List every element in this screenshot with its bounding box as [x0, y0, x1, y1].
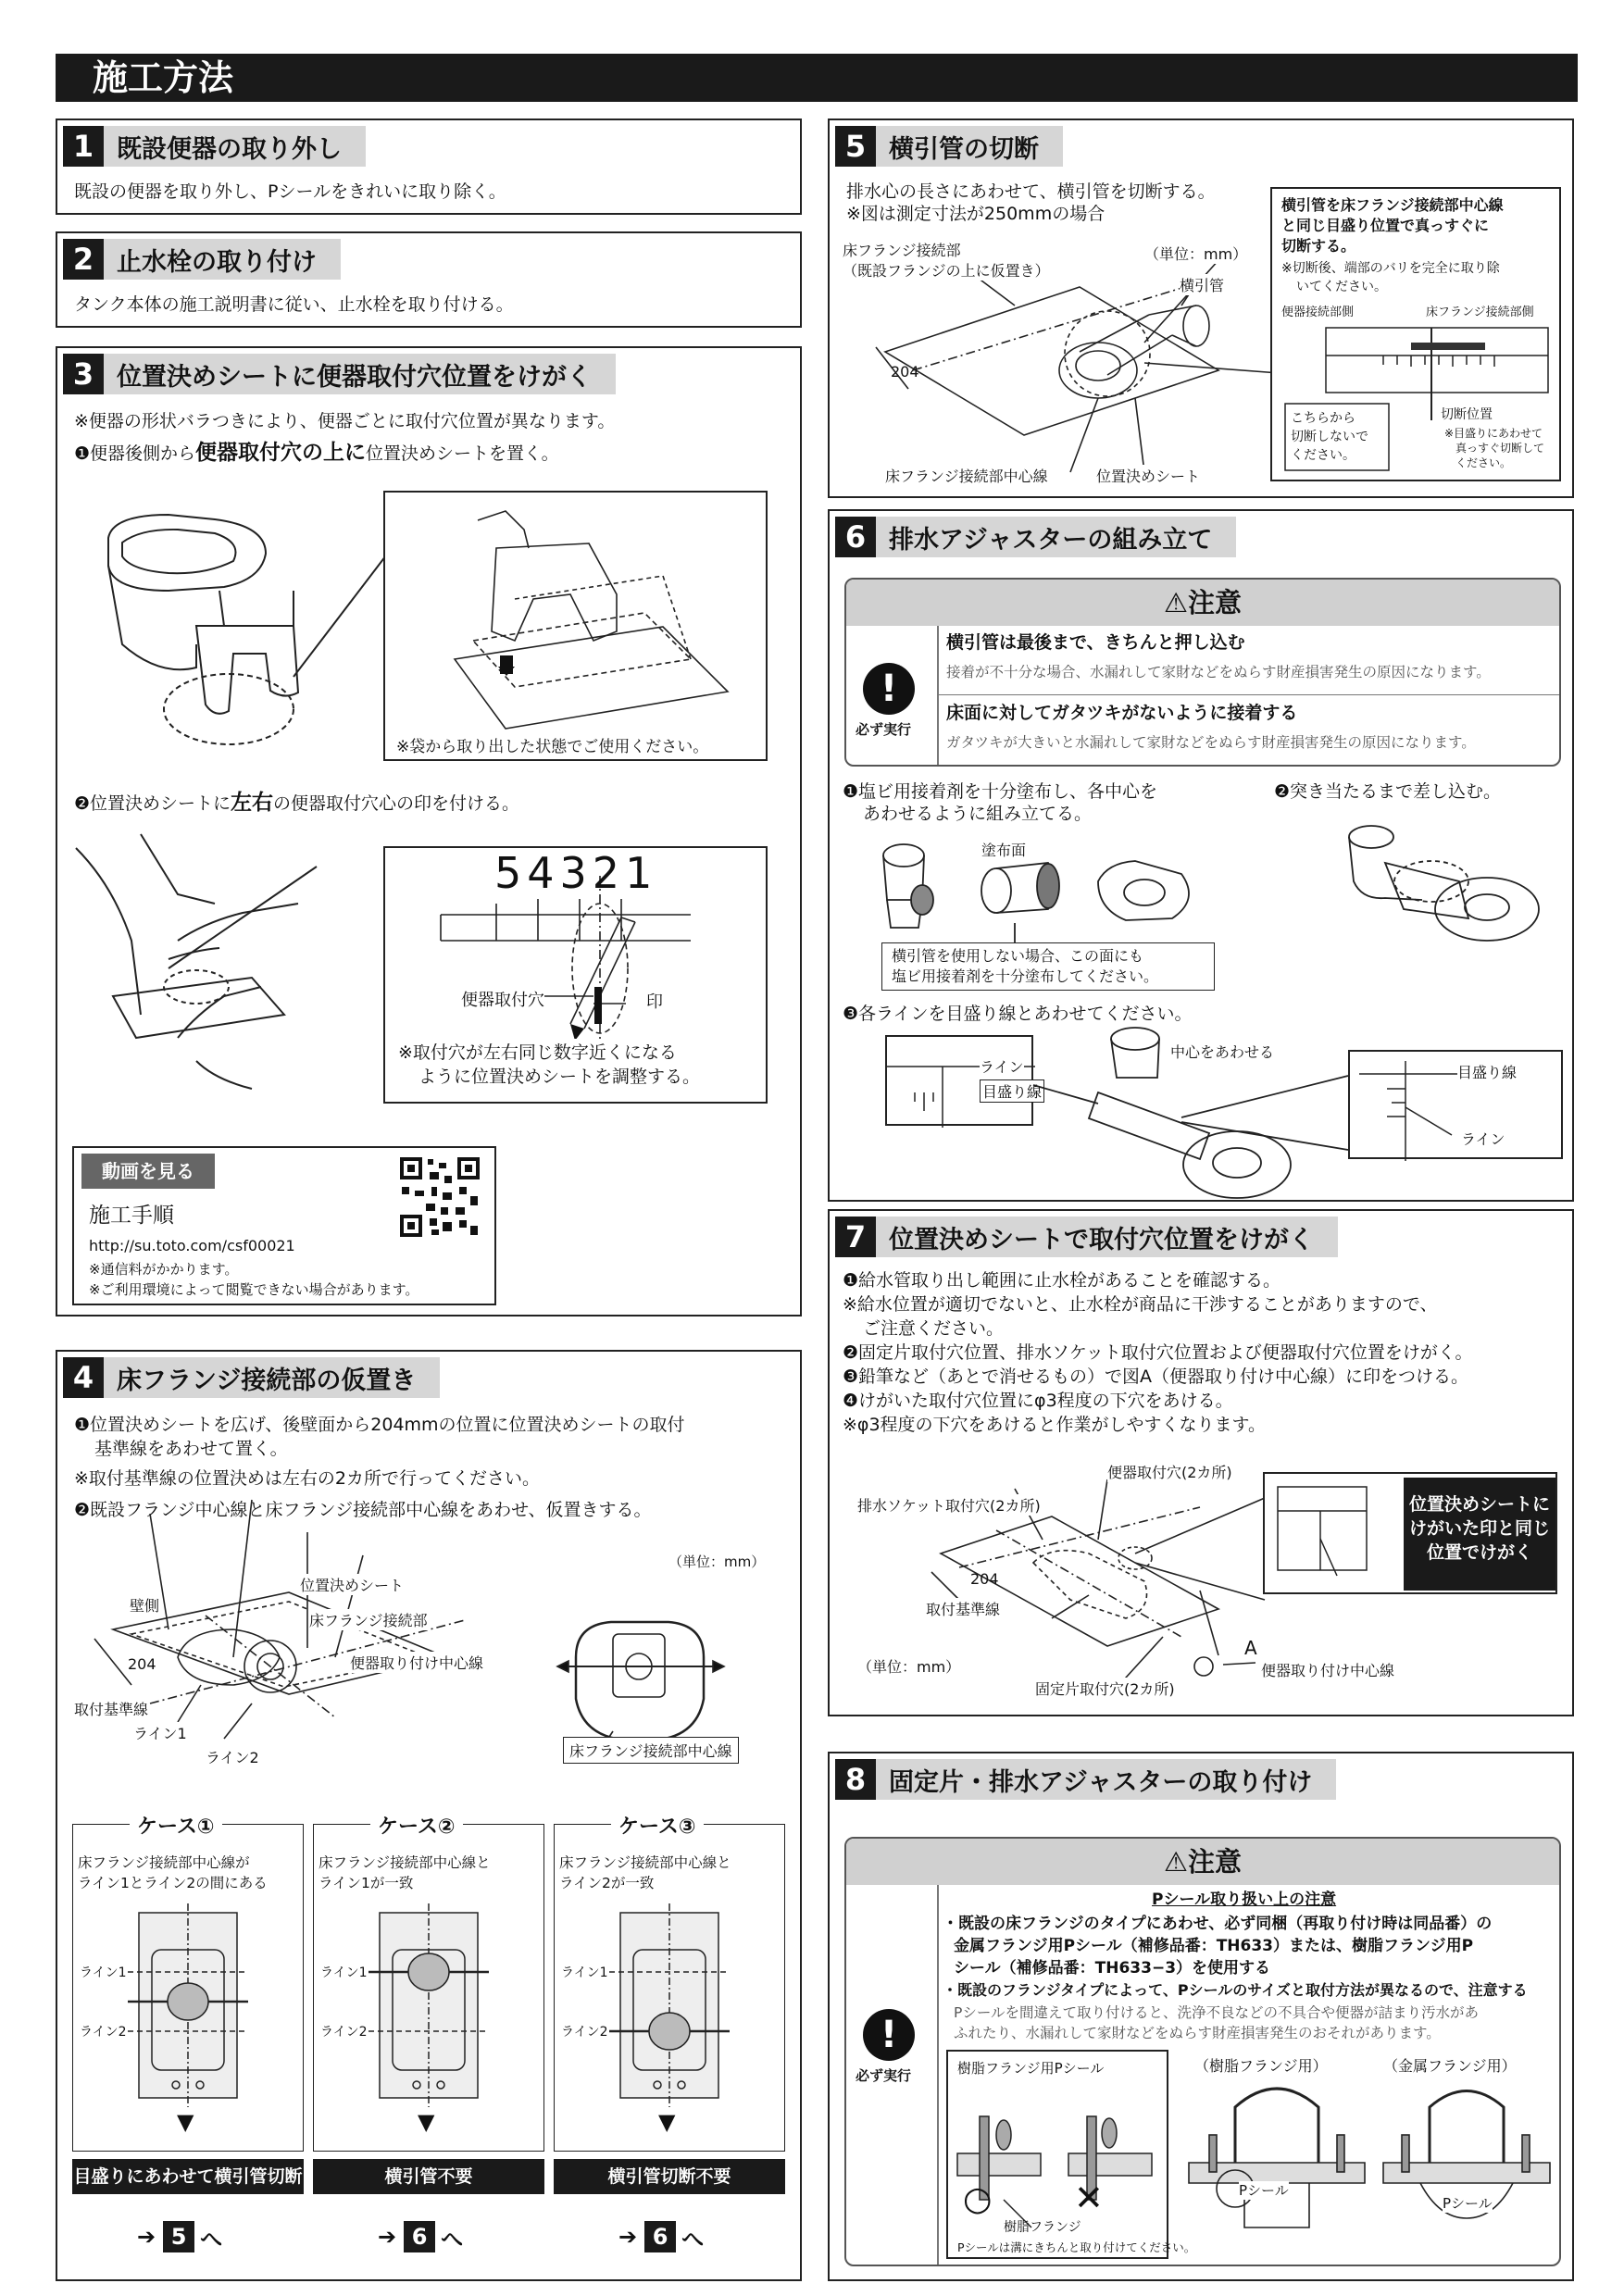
section-header: [63, 239, 341, 280]
case-card: [313, 1811, 544, 2266]
video-url[interactable]: http://su.toto.com/csf00021: [89, 1237, 295, 1254]
label-base: 取付基準線: [926, 1598, 1000, 1619]
page-title: 施工方法: [56, 54, 1578, 102]
video-button[interactable]: 動画を見る: [81, 1154, 215, 1189]
adjust-note-2: ように位置決めシートを調整する。: [418, 1063, 700, 1088]
section-4: [56, 1350, 802, 2281]
side-right: 床フランジ接続部側: [1426, 306, 1534, 319]
step-number: 6: [835, 517, 876, 557]
arrow-right-icon: ➔: [378, 2224, 397, 2250]
unit-label: （単位：mm）: [668, 1554, 766, 1570]
cut-note-3: ください。: [1455, 456, 1512, 469]
hole-label: 便器取付穴: [461, 987, 544, 1011]
section-title: 横引管の切断: [889, 134, 1039, 164]
bullet-2-detail-2: ふれたり、水漏れして家財などをぬらす財産損害発生のおそれがあります。: [954, 2025, 1441, 2041]
case-result: 目盛りにあわせて横引管切断: [72, 2159, 304, 2194]
warning-2-detail: ガタツキが大きいと水漏れして家財などをぬらす財産損害発生の原因になります。: [946, 734, 1476, 751]
section-6: [828, 509, 1574, 1202]
warning-1: 横引管は最後まで、きちんと押し込む: [946, 632, 1245, 653]
down-arrow-icon: ▼: [658, 2109, 676, 2135]
step-line-3: ご注意ください。: [863, 1318, 1005, 1339]
step-1-line-1: ❶位置決めシートを広げ、後壁面から204mmの位置に位置決めシートの取付: [74, 1415, 685, 1435]
goto-step-suffix: へ: [441, 2226, 464, 2252]
case-title: ケース③: [611, 1811, 704, 1840]
section-header: [835, 1759, 1336, 1800]
callout-line-2: けがいた印と同じ: [1408, 1518, 1550, 1539]
goto-step-suffix: へ: [681, 2226, 705, 2252]
coat-note-2: 塩ビ用接着剤を十分塗布してください。: [892, 967, 1159, 985]
cut-note-1: ※目盛りにあわせて: [1444, 427, 1543, 440]
bullet-2-detail-1: Pシールを間違えて取り付けると、洗浄不良などの不具合や便器が詰まり汚水があ: [954, 2004, 1480, 2021]
scale-label: 目盛り線: [980, 1079, 1044, 1103]
step-1-line-2: あわせるように組み立てる。: [863, 804, 1093, 824]
step-line-1: ❶給水管取り出し範囲に止水栓があることを確認する。: [843, 1270, 1281, 1291]
arrow-right-icon: ➔: [137, 2224, 156, 2250]
bullet-1-line-3: シール（補修品番：TH633−3）を使用する: [954, 1959, 1271, 1978]
pseal-title: Pシール取り扱い上の注意: [1152, 1890, 1337, 1909]
pseal-label: Pシール: [1239, 2182, 1289, 2199]
caution-box: [844, 1837, 1561, 2266]
line-detail-right: [1348, 1050, 1563, 1159]
qr-code-icon[interactable]: [398, 1155, 481, 1239]
no-cut-3: ください。: [1291, 448, 1355, 463]
label-dim: 204: [128, 1655, 156, 1673]
step-number: 2: [63, 239, 104, 280]
step-2: ❷突き当たるまで差し込む。: [1274, 781, 1502, 802]
label-flange-center: 床フランジ接続部中心線: [563, 1737, 739, 1764]
bullet-1-line-2: 金属フランジ用Pシール（補修品番：TH633）または、樹脂フランジ用P: [954, 1937, 1474, 1955]
coat-label: 塗布面: [981, 839, 1026, 860]
ng-mark: ✕: [1074, 2177, 1104, 2218]
must-do-label: 必ず実行: [856, 721, 912, 738]
section-title: 止水栓の取り付け: [117, 247, 317, 277]
step-2-emphasis: 左右: [231, 791, 274, 815]
warning-2: 床面に対してガタツキがないように接着する: [946, 703, 1298, 723]
step-line-6: ❹けがいた取付穴位置にφ3程度の下穴をあける。: [843, 1391, 1233, 1411]
label-line2: ライン2: [206, 1746, 259, 1767]
must-do-label: 必ず実行: [856, 2067, 912, 2084]
cut-detail-box: [1270, 187, 1561, 481]
scale-numbers: 54321: [494, 848, 658, 898]
exclamation-icon: !: [863, 663, 915, 715]
section-2: [56, 231, 802, 328]
label-flange-center: 床フランジ接続部中心線: [885, 465, 1048, 486]
label-line1: ライン1: [133, 1722, 187, 1743]
scale-label: 目盛り線: [1457, 1061, 1517, 1082]
step-2-text: ❷位置決めシートに: [74, 793, 231, 814]
unit-label: （単位：mm）: [1144, 243, 1247, 264]
case-line-2-label: ライン2: [320, 2025, 368, 2040]
step-number: 8: [835, 1759, 876, 1800]
resin-flange-label: 樹脂フランジ: [1004, 2220, 1081, 2235]
cut-instruction: 排水心の長さにあわせて、横引管を切断する。: [846, 181, 1216, 202]
label-center: 便器取り付け中心線: [1261, 1659, 1394, 1680]
arrow-right-icon: ➔: [618, 2224, 638, 2250]
step-2-text-end: の便器取付穴心の印を付ける。: [273, 793, 520, 814]
cut-position: 切断位置: [1441, 407, 1493, 422]
case-line-1-label: ライン1: [80, 1965, 127, 1980]
step-number: 3: [63, 354, 104, 394]
ok-mark: ○: [963, 2180, 993, 2218]
resin-title: （樹脂フランジ用）: [1194, 2057, 1328, 2075]
case-title: ケース①: [130, 1811, 222, 1840]
fig-title: 樹脂フランジ用Pシール: [957, 2060, 1105, 2077]
bullet-1-line-1: ・既設の床フランジのタイプにあわせ、必ず同梱（再取り付け時は同品番）の: [943, 1915, 1493, 1933]
case-card: [72, 1811, 304, 2266]
bag-note: ※袋から取り出した状態でご使用ください。: [396, 733, 708, 756]
case-result: 横引管不要: [313, 2159, 544, 2194]
line-label: ライン: [1461, 1128, 1505, 1149]
label-fix-hole: 固定片取付穴(2カ所): [1035, 1678, 1175, 1699]
no-cut-2: 切断しないで: [1291, 430, 1368, 444]
case-line-2-label: ライン2: [561, 2025, 608, 2040]
section-title: 位置決めシートで取付穴位置をけがく: [889, 1225, 1314, 1254]
label-dim: 204: [891, 363, 919, 381]
label-dim: 204: [970, 1570, 999, 1588]
case-title: ケース②: [370, 1811, 463, 1840]
step-line-5: ❸鉛筆など（あとで消せるもの）で図A（便器取り付け中心線）に印をつける。: [843, 1366, 1469, 1387]
callout-line-3: 位置でけがく: [1426, 1542, 1532, 1563]
goto-step-suffix: へ: [200, 2226, 223, 2252]
section-title: 位置決めシートに便器取付穴位置をけがく: [117, 362, 592, 392]
no-cut-1: こちらから: [1291, 411, 1355, 426]
label-sheet: 位置決めシート: [1096, 465, 1200, 486]
cut-note: ※図は測定寸法が250mmの場合: [846, 204, 1106, 224]
step-number: 5: [835, 126, 876, 167]
down-arrow-icon: ▼: [177, 2109, 194, 2135]
section-7: [828, 1209, 1574, 1716]
goto-step-number: 6: [644, 2221, 676, 2252]
section-text: タンク本体の施工説明書に従い、止水栓を取り付ける。: [74, 294, 514, 315]
side-left: 便器接続部側: [1281, 306, 1355, 319]
case-desc-1: 床フランジ接続部中心線と: [319, 1854, 491, 1871]
groove-note: Pシールは溝にきちんと取り付けてください。: [957, 2240, 1196, 2254]
section-text: 既設の便器を取り外し、Pシールをきれいに取り除く。: [74, 181, 506, 202]
caution-header: ⚠注意: [846, 1839, 1559, 1885]
callout-text: [1404, 1478, 1555, 1591]
goto-step[interactable]: [618, 2218, 704, 2255]
unit-label: （単位：mm）: [857, 1655, 960, 1677]
step-2: ❷既設フランジ中心線と床フランジ接続部中心線をあわせ、仮置きする。: [74, 1500, 652, 1520]
label-flange-2: （既設フランジの上に仮置き）: [843, 259, 1050, 281]
box-line-5: いてください。: [1296, 280, 1387, 294]
step-number: 4: [63, 1357, 104, 1398]
step-number: 1: [63, 126, 104, 167]
box-line-2: と同じ目盛り位置で真っすぐに: [1281, 217, 1490, 234]
shape-note: ※便器の形状バラつきにより、便器ごとに取付穴位置が異なります。: [74, 411, 616, 431]
label-center: 便器取り付け中心線: [350, 1652, 483, 1673]
video-note-2: ※ご利用環境によって閲覧できない場合があります。: [89, 1281, 419, 1298]
step-3: ❸各ラインを目盛り線とあわせてください。: [843, 1004, 1193, 1024]
case-desc-2: ライン1が一致: [319, 1875, 414, 1891]
scale-detail-figure: [383, 846, 768, 1104]
section-3: [56, 346, 802, 1316]
box-line-4: ※切断後、端部のバリを完全に取り除: [1281, 261, 1500, 276]
step-1-text: ❶便器後側から: [74, 443, 196, 464]
pseal-label: Pシール: [1443, 2195, 1493, 2212]
bullet-2: ・既設のフランジタイプによって、Pシールのサイズと取付方法が異なるので、注意する: [943, 1981, 1528, 1999]
case-line-1-label: ライン1: [320, 1965, 368, 1980]
mark-label: 印: [646, 989, 663, 1013]
section-header: [63, 126, 366, 167]
label-flange: 床フランジ接続部: [309, 1609, 428, 1630]
caution-header: ⚠注意: [846, 580, 1559, 626]
exclamation-icon: !: [863, 2009, 915, 2061]
warning-1-detail: 接着が不十分な場合、水漏れして家財などをぬらす財産損害発生の原因になります。: [946, 664, 1491, 680]
video-note-1: ※通信料がかかります。: [89, 1261, 239, 1278]
section-title: 固定片・排水アジャスターの取り付け: [889, 1767, 1313, 1797]
label-base: 取付基準線: [74, 1698, 148, 1719]
line-label: ライン: [980, 1055, 1024, 1077]
case-desc-1: 床フランジ接続部中心線が: [78, 1854, 250, 1871]
label-sheet: 位置決めシート: [300, 1574, 404, 1595]
case-line-2-label: ライン2: [80, 2025, 127, 2040]
case-desc-1: 床フランジ接続部中心線と: [559, 1854, 731, 1871]
step-1-text-end: 位置決めシートを置く。: [366, 443, 559, 464]
box-line-1: 横引管を床フランジ接続部中心線: [1281, 196, 1504, 214]
metal-title: （金属フランジ用）: [1383, 2057, 1517, 2075]
goto-step-number: 5: [163, 2221, 194, 2252]
cut-note-2: 真っすぐ切断して: [1455, 442, 1545, 455]
section-title: 排水アジャスターの組み立て: [889, 525, 1213, 555]
label-pipe: 横引管: [1180, 274, 1224, 295]
video-box: [72, 1146, 496, 1305]
callout-line-1: 位置決めシートに: [1408, 1494, 1550, 1515]
section-title: 床フランジ接続部の仮置き: [117, 1366, 417, 1395]
video-title: 施工手順: [89, 1204, 174, 1228]
case-result: 横引管切断不要: [554, 2159, 785, 2194]
label-wall: 壁側: [130, 1594, 159, 1616]
label-socket-hole: 排水ソケット取付穴(2カ所): [857, 1494, 1041, 1516]
label-a: A: [1244, 1637, 1257, 1659]
section-1: [56, 119, 802, 215]
case-desc-2: ライン2が一致: [559, 1875, 655, 1891]
case-desc-2: ライン1とライン2の間にある: [78, 1875, 268, 1891]
case-line-1-label: ライン1: [561, 1965, 608, 1980]
goto-step-number: 6: [404, 2221, 435, 2252]
label-flange-1: 床フランジ接続部: [843, 239, 961, 260]
coat-note-1: 横引管を使用しない場合、この面にも: [892, 947, 1144, 965]
step-1-emphasis: 便器取付穴の上に: [195, 441, 367, 465]
step-line-4: ❷固定片取付穴位置、排水ソケット取付穴位置および便器取付穴位置をけがく。: [843, 1342, 1473, 1363]
goto-step[interactable]: [137, 2218, 222, 2255]
section-8: [828, 1752, 1574, 2281]
label-toilet-hole: 便器取付穴(2カ所): [1107, 1461, 1232, 1482]
section-5: [828, 119, 1574, 498]
down-arrow-icon: ▼: [418, 2109, 435, 2135]
section-title: 既設便器の取り外し: [117, 134, 342, 164]
goto-step[interactable]: [378, 2218, 463, 2255]
step-number: 7: [835, 1217, 876, 1257]
step-line-7: ※φ3程度の下穴をあけると作業がしやすくなります。: [843, 1415, 1267, 1435]
step-1-line-1: ❶塩ビ用接着剤を十分塗布し、各中心を: [843, 781, 1158, 802]
adjust-note-1: ※取付穴が左右同じ数字近くになる: [398, 1039, 677, 1064]
marking-callout-box: [1263, 1472, 1557, 1594]
case-card: [554, 1811, 785, 2266]
center-align-label: 中心をあわせる: [1170, 1041, 1274, 1062]
step-1-line-2: 基準線をあわせて置く。: [94, 1439, 288, 1459]
box-line-3: 切断する。: [1281, 237, 1356, 255]
step-line-2: ※給水位置が適切でないと、止水栓が商品に干渉することがありますので、: [843, 1294, 1438, 1315]
baseline-note: ※取付基準線の位置決めは左右の2カ所で行ってください。: [74, 1468, 541, 1489]
